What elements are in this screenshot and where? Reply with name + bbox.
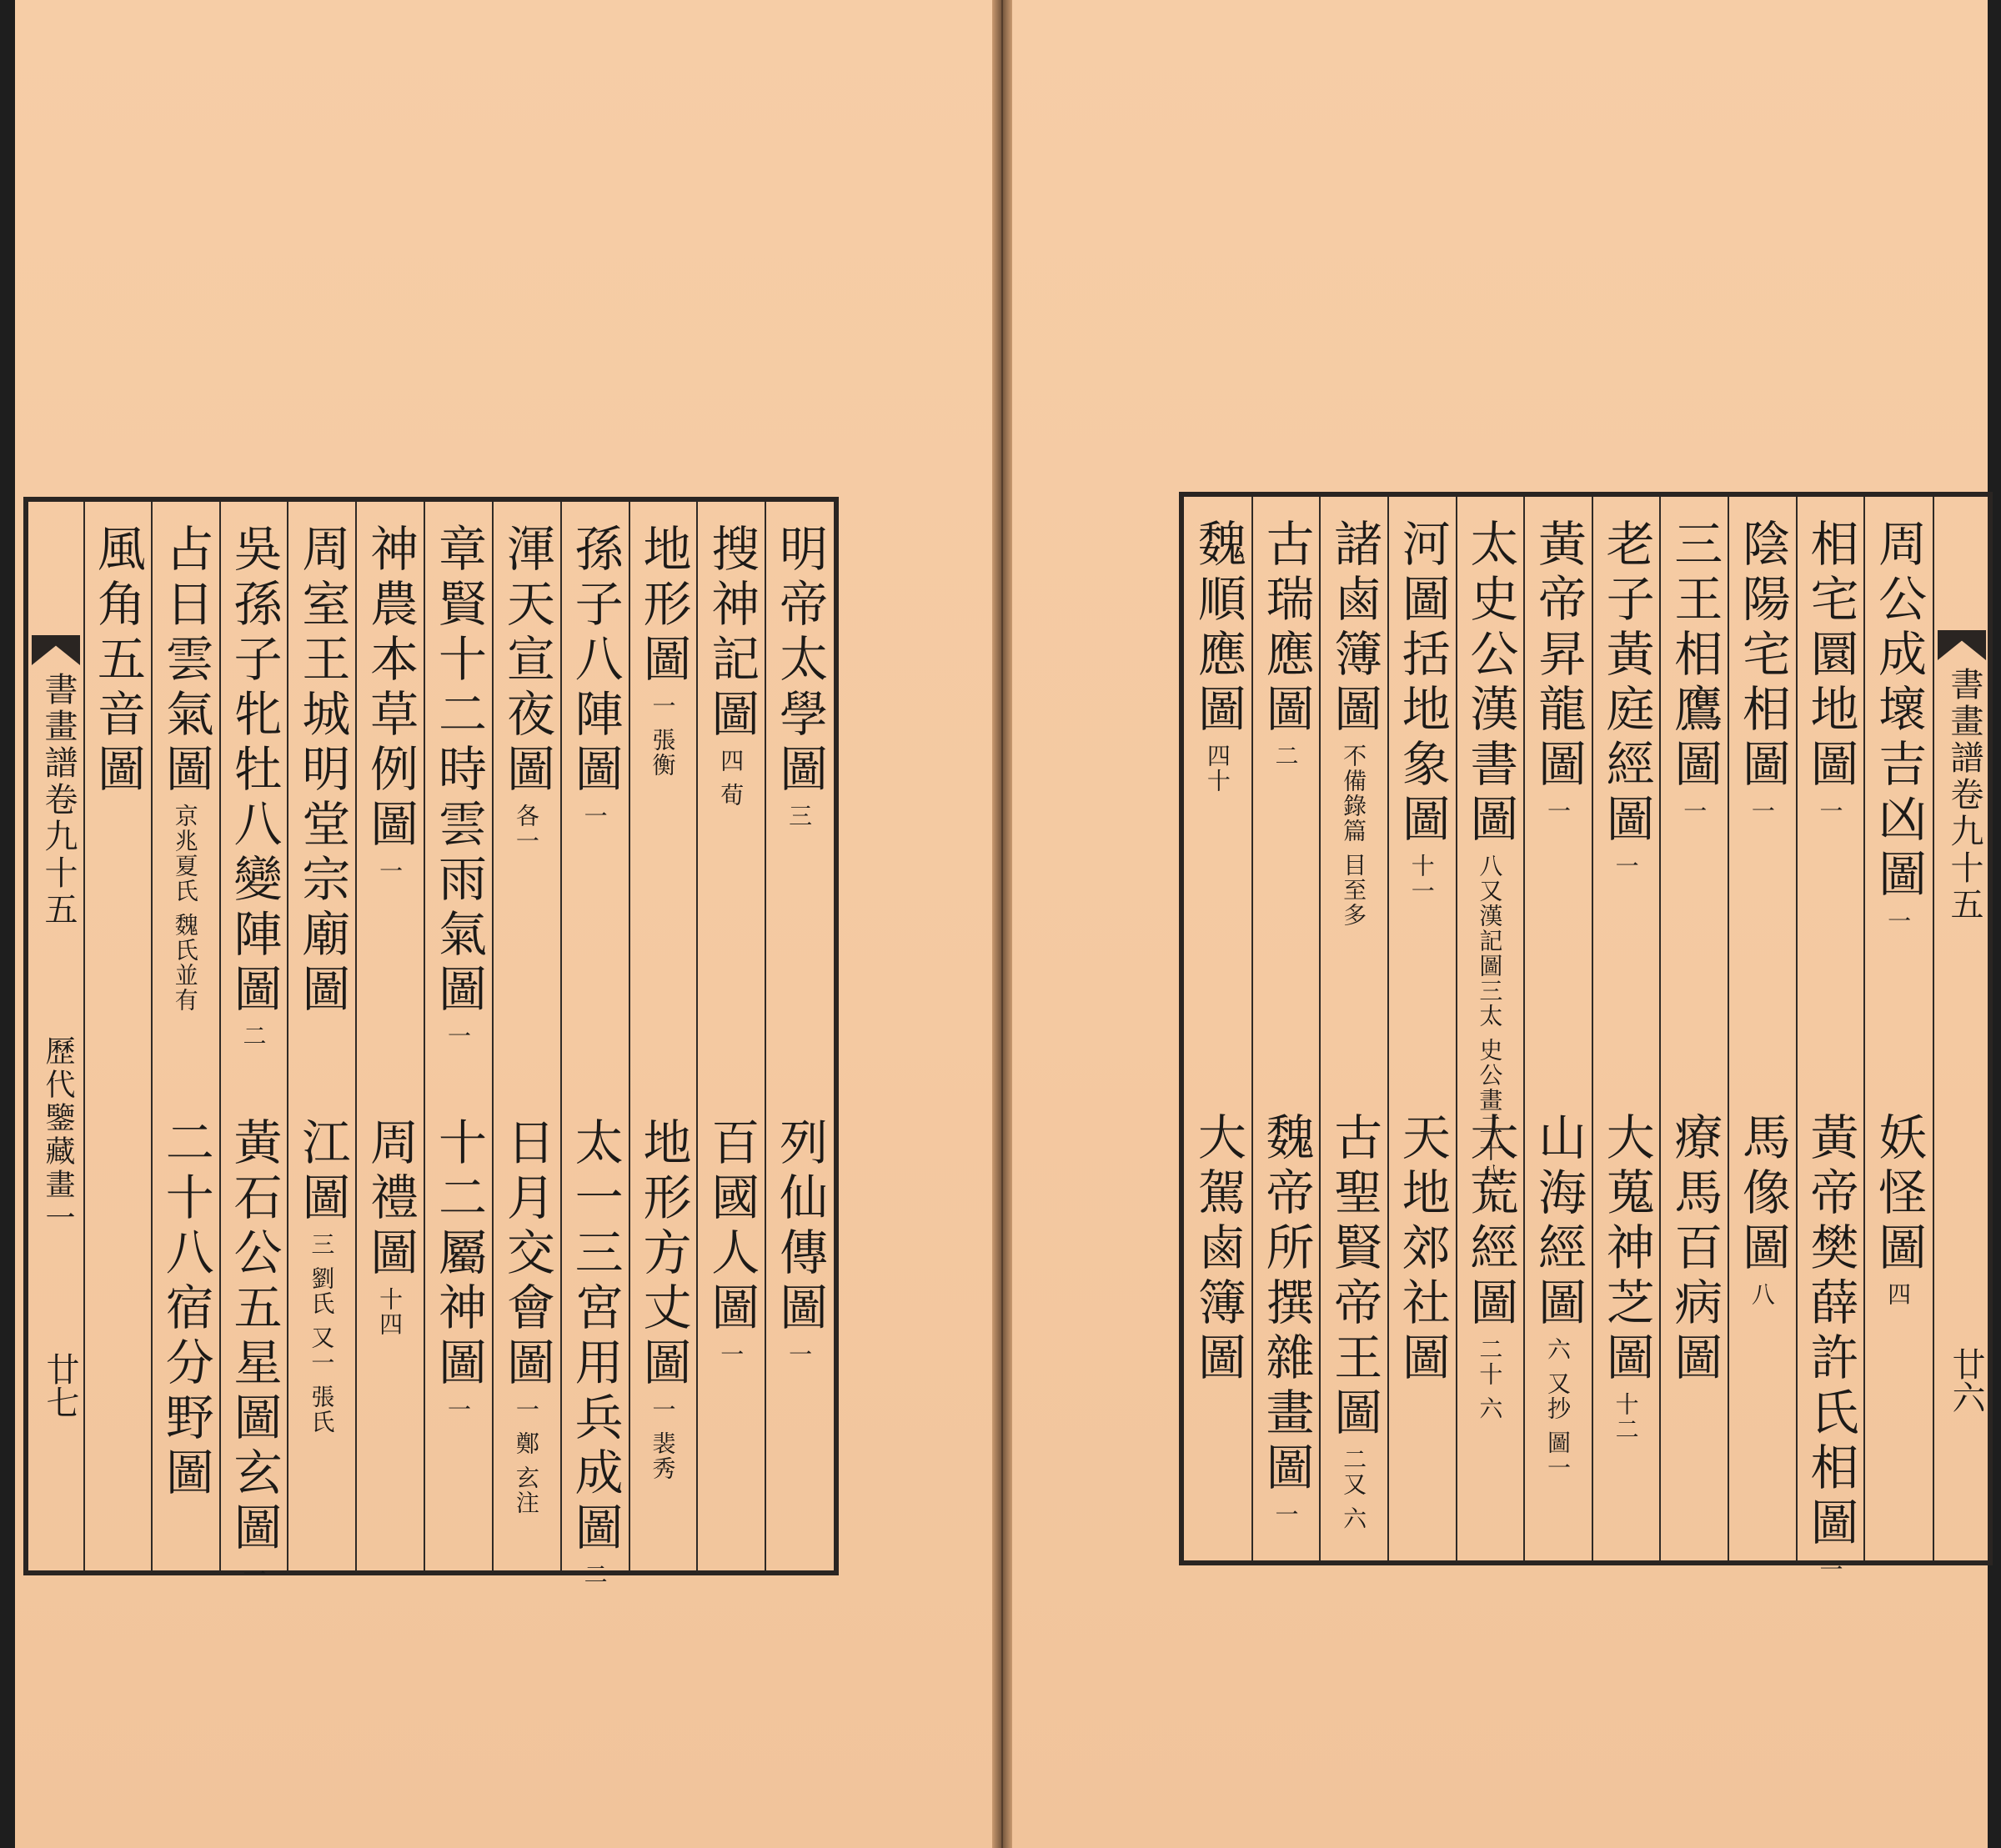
entry-title: 十二屬神圖: [429, 1117, 487, 1392]
entry-title: 大荒經圖: [1462, 1112, 1519, 1332]
text-column: [1184, 512, 1252, 1545]
entry-title: 神農本草例圖: [362, 523, 419, 854]
folio-number: 廿六: [1947, 1347, 1985, 1414]
entry-note: 一: [1612, 854, 1640, 879]
entry-title: 周禮圖: [362, 1117, 419, 1282]
entry-title: 太一三宮用兵成圖: [566, 1117, 624, 1557]
entry-title: 河圖括地象圖: [1393, 518, 1451, 849]
fishtail-mark: [32, 635, 80, 665]
entry-note: 一: [239, 1562, 268, 1587]
entry-note: 二十 六: [1476, 1337, 1504, 1421]
entry-title: 山海經圖: [1529, 1112, 1587, 1332]
text-column: [1592, 512, 1661, 1545]
entry-title: 黃帝昇龍圖: [1529, 518, 1587, 794]
entry-note: 四: [1884, 1282, 1913, 1307]
entry-title: 古瑞應圖: [1257, 518, 1315, 739]
text-column: [356, 517, 424, 1555]
entry-title: 陰陽宅相圖: [1733, 518, 1791, 794]
entry-title: 列仙傳圖: [771, 1117, 829, 1337]
text-column: [1797, 512, 1865, 1582]
entry-title: 孫子八陣圖: [566, 523, 624, 799]
entry-note: 一: [376, 859, 404, 884]
entry-note: 十二: [1612, 1392, 1640, 1442]
text-column: [152, 517, 220, 1555]
banxin-book-title: 書畫譜卷九十五: [39, 672, 78, 929]
left-text-frame: [23, 497, 839, 1587]
entry-note: 一: [1816, 799, 1844, 824]
entry-title: 魏帝所撰雜畫圖: [1257, 1112, 1315, 1497]
entry-note: 一 鄭 玄注: [512, 1397, 540, 1515]
entry-title: 三王相鷹圖: [1666, 518, 1723, 794]
entry-note: 二又 六: [1340, 1447, 1368, 1531]
right-text-frame: [1179, 492, 1993, 1582]
text-column: [220, 517, 288, 1587]
book-spine: [992, 0, 1012, 1848]
entry-note: 一: [1680, 799, 1708, 824]
entry-note: 八又漢記圖三太 史公畫二十八人: [1476, 854, 1504, 1213]
banxin-book-title: 書畫譜卷九十五: [1945, 667, 1983, 924]
text-column: [1660, 512, 1728, 1545]
entry-title: 江圖: [293, 1117, 351, 1227]
entry-note: 各一: [512, 804, 540, 854]
entry-note: 京兆夏氏 魏氏並有: [171, 804, 199, 1013]
text-column: [83, 517, 152, 1555]
text-column: [1388, 512, 1457, 1545]
text-column: [424, 517, 493, 1555]
entry-note: 六 又抄 圖一: [1543, 1337, 1572, 1480]
entry-note: 一: [1543, 799, 1572, 824]
entry-title: 相宅圜地圖: [1802, 518, 1859, 794]
entry-title: 占日雲氣圖: [157, 523, 214, 799]
text-column: [1524, 512, 1592, 1545]
entry-title: 妖怪圖: [1870, 1112, 1928, 1277]
entry-note: 一: [1884, 909, 1913, 934]
text-column: [288, 517, 356, 1555]
text-column: [1864, 512, 1933, 1545]
entry-title: 黃帝樊薛許氏相圖: [1802, 1112, 1859, 1552]
entry-note: 一 裴秀: [649, 1397, 677, 1481]
entry-note: 三 劉氏 又一 張氏: [308, 1232, 336, 1435]
entry-note: 二: [1271, 744, 1300, 769]
entry-note: 三: [785, 804, 814, 829]
fishtail-mark: [1938, 630, 1986, 660]
block-center-strip: [1933, 497, 1989, 1560]
entry-note: 四十: [1203, 744, 1231, 794]
text-column: [1320, 512, 1388, 1545]
entry-title: 章賢十二時雲雨氣圖: [429, 523, 487, 1019]
entry-title: 療馬百病圖: [1666, 1112, 1723, 1387]
entry-note: 一: [717, 1342, 745, 1367]
right-page: [1006, 0, 1988, 1848]
text-column: [1457, 512, 1525, 1545]
folio-number: 廿七: [41, 1352, 79, 1419]
entry-title: 諸鹵簿圖: [1326, 518, 1383, 739]
entry-note: 二: [239, 1024, 268, 1049]
entry-title: 地形圖: [634, 523, 692, 689]
entry-title: 周室王城明堂宗廟圖: [293, 523, 351, 1019]
entry-note: 二: [580, 1562, 609, 1587]
entry-title: 古聖賢帝王圖: [1326, 1112, 1383, 1442]
banxin-section: 歷代鑒藏畫一: [41, 1035, 75, 1235]
entry-note: 一: [1271, 1502, 1300, 1527]
text-column: [1252, 512, 1321, 1545]
entry-title: 百國人圖: [703, 1117, 760, 1337]
entry-title: 魏順應圖: [1189, 518, 1246, 739]
text-column: [493, 517, 561, 1555]
entry-note: 十一: [1407, 854, 1436, 904]
text-column: [697, 517, 765, 1555]
entry-note: 一: [580, 804, 609, 829]
entry-title: 大蒐神芝圖: [1597, 1112, 1655, 1387]
entry-note: 一 張衡: [649, 694, 677, 778]
entry-title: 渾天宣夜圖: [498, 523, 555, 799]
entry-note: 一: [444, 1024, 472, 1049]
block-center-strip: [28, 502, 85, 1570]
entry-note: 一: [1816, 1557, 1844, 1582]
entry-title: 黃石公五星圖玄圖: [225, 1117, 283, 1557]
entry-title: 日月交會圖: [498, 1117, 555, 1392]
entry-title: 吳孫子牝牡八變陣圖: [225, 523, 283, 1019]
text-column: [765, 517, 834, 1555]
entry-note: 八: [1748, 1282, 1776, 1307]
entry-title: 明帝太學圖: [771, 523, 829, 799]
entry-title: 周公成壞吉凶圖: [1870, 518, 1928, 904]
text-column: [561, 517, 629, 1587]
entry-title: 太史公漢書圖: [1462, 518, 1519, 849]
entry-title: 大駕鹵簿圖: [1189, 1112, 1246, 1387]
entry-note: 十四: [376, 1287, 404, 1337]
left-page: [15, 0, 999, 1848]
entry-note: 不備錄篇 目至多: [1340, 744, 1368, 928]
entry-note: 一: [1748, 799, 1776, 824]
entry-title: 馬像圖: [1733, 1112, 1791, 1277]
entry-title: 二十八宿分野圖: [157, 1117, 214, 1502]
entry-title: 風角五音圖: [88, 523, 146, 799]
entry-title: 老子黃庭經圖: [1597, 518, 1655, 849]
entry-title: 地形方丈圖: [634, 1117, 692, 1392]
entry-note: 四 荀: [717, 749, 745, 808]
entry-note: 一: [444, 1397, 472, 1422]
entry-title: 天地郊社圖: [1393, 1112, 1451, 1387]
entry-note: 一: [785, 1342, 814, 1367]
text-column: [629, 517, 698, 1555]
entry-title: 搜神記圖: [703, 523, 760, 744]
text-column: [1728, 512, 1797, 1545]
